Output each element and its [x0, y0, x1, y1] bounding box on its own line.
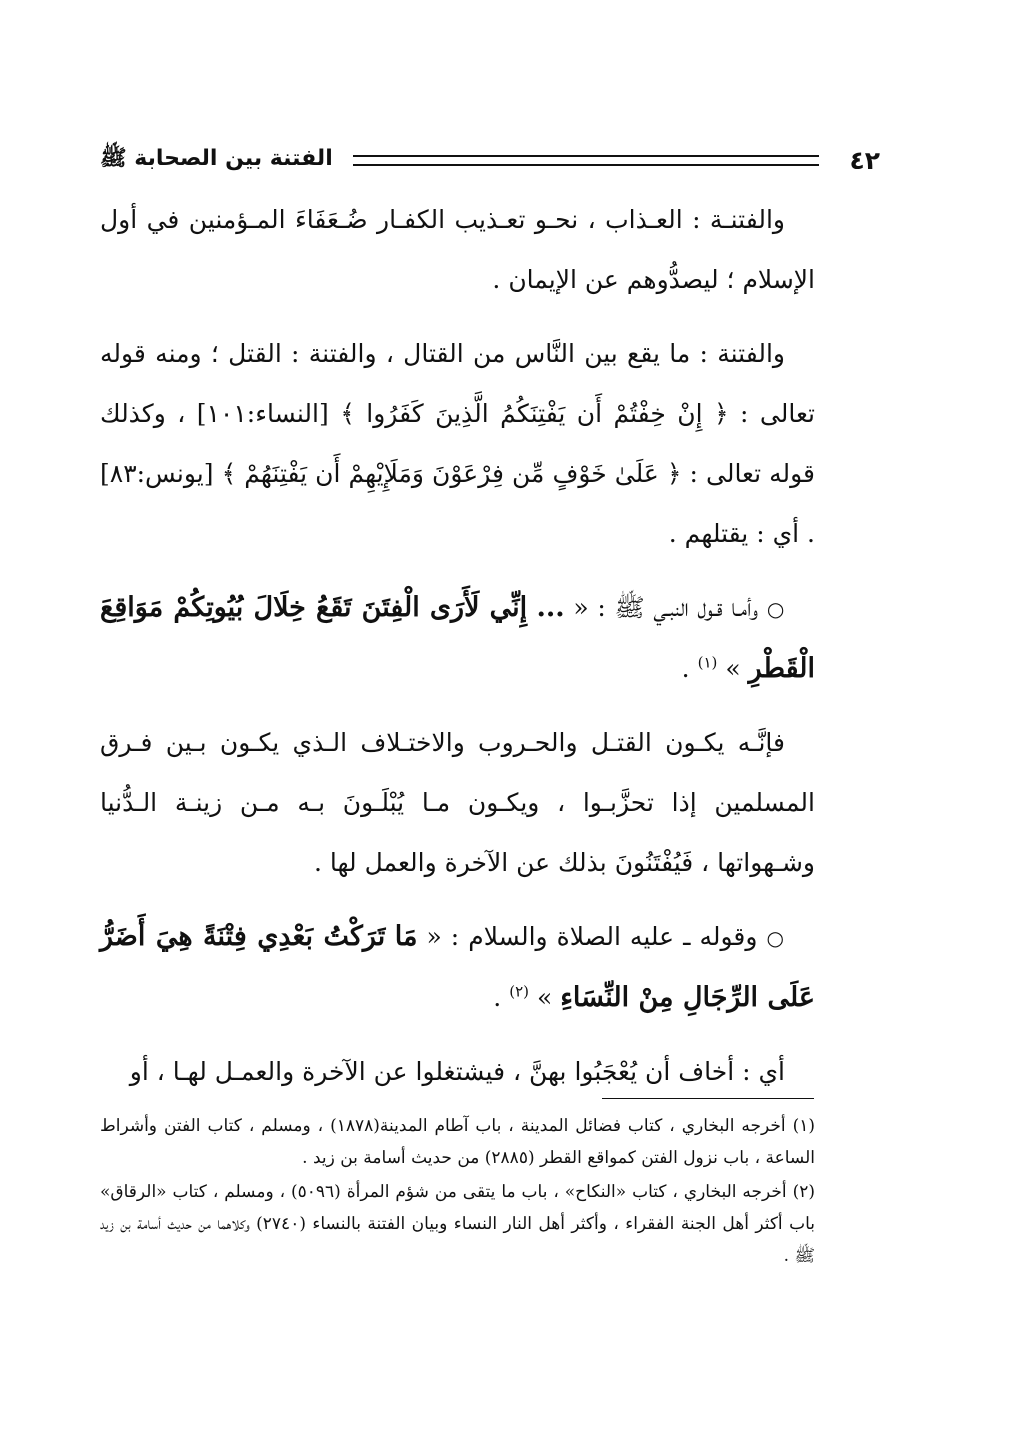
- footnote-1: (١) أخرجه البخاري ، كتاب فضائل المدينة ، باب آطام المدينة(١٨٧٨) ، ومسلم ، كتاب الفتن وأشراط الساعة ، باب نزول الفتن كمواقع القطر (٢٨٨٥) من حديث أسامة بن زيد .: [100, 1116, 815, 1168]
- paragraph-5: [100, 907, 815, 1028]
- paragraph-3: [100, 578, 815, 699]
- footnote-2: (٢) أخرجه البخاري ، كتاب «النكاح» ، باب ما يتقى من شؤم المرأة (٥٠٩٦) ، ومسلم ، كتاب «الرقاق» باب أكثر أهل الجنة الفقراء ، وأكثر أهل النار النساء وبيان الفتنة بالنساء (٢٧٤٠) وكلاهما من حديث أسامة بن زيد ﷺ .: [100, 1182, 815, 1266]
- hadith-end-2: .: [493, 983, 502, 1012]
- footnote-divider: [602, 1098, 814, 1099]
- hadith-intro-2: وقوله ـ عليه الصلاة والسلام : «: [426, 922, 758, 951]
- hadith-text-1: ... إِنِّي لَأَرَى الْفِتَنَ تَقَعُ خِلَالَ بُيُوتِكُمْ مَوَاقِعَ الْقَطْرِ: [100, 592, 815, 684]
- hadith-text-2: مَا تَرَكْتُ بَعْدِي فِتْنَةً هِيَ أَضَرُّ عَلَى الرِّجَالِ مِنْ النِّسَاءِ: [100, 921, 815, 1013]
- section-marker-icon: ○: [766, 597, 785, 621]
- footnotes: [100, 1110, 815, 1274]
- footnote-ref-1[interactable]: (١): [697, 653, 718, 672]
- hadith-end-1: .: [681, 654, 690, 683]
- verse-reference-1: [النساء:١٠١] ، وكذلك قوله تعالى :: [100, 399, 816, 488]
- quran-verse-1: ﴿ إِنْ خِفْتُمْ أَن يَفْتِنَكُمُ الَّذِينَ كَفَرُوا ﴾: [340, 399, 729, 428]
- paragraph-4: فإنَّـه يكـون القتـل والحـروب والاختـلاف الـذي يكـون بـين فـرق المسلمين إذا تحزَّبـوا ، ويكـون مـا يُبْلَـونَ بـه مـن زينـة الـدُّنيا وشـهواتها ، فَيُفْتَنُونَ بذلك عن الآخرة والعمل لها .: [100, 728, 815, 877]
- header-double-rule: [353, 155, 820, 166]
- hadith-intro-1: وأمـا قـول النبـي ﷺ : «: [573, 593, 759, 622]
- page-number: ٤٢: [849, 145, 880, 175]
- main-text: [100, 190, 815, 1116]
- quran-verse-2: ﴿ عَلَىٰ خَوْفٍ مِّن فِرْعَوْنَ وَمَلَإِيْهِمْ أَن يَفْتِنَهُمْ ﴾: [221, 459, 682, 488]
- paragraph-6: أي : أخاف أن يُعْجَبُوا بهنَّ ، فيشتغلوا عن الآخرة والعمـل لهـا ، أو: [129, 1057, 785, 1086]
- section-marker-icon: ○: [766, 926, 786, 950]
- paragraph-1: والفتنـة : العـذاب ، نحـو تعـذيب الكفـار ضُـعَفَاءَ المـؤمنين في أول الإسلام ؛ ليصدُّوهم عن الإيمان .: [100, 205, 815, 294]
- running-title: الفتنة بين الصحابة ﷺ: [100, 146, 333, 171]
- hadith-close-1: »: [725, 654, 741, 683]
- running-header: [100, 140, 880, 180]
- verse-reference-2: [يونس:٨٣] . أي : يقتلهم .: [100, 459, 815, 548]
- footnote-ref-2[interactable]: (٢): [509, 982, 529, 1001]
- hadith-close-2: »: [536, 983, 553, 1012]
- paragraph-2-text-a: والفتنة : ما يقع بين النَّاس من القتال ، والفتنة : القتل ؛ ومنه قوله تعالى :: [100, 339, 815, 428]
- paragraph-2: [100, 324, 815, 564]
